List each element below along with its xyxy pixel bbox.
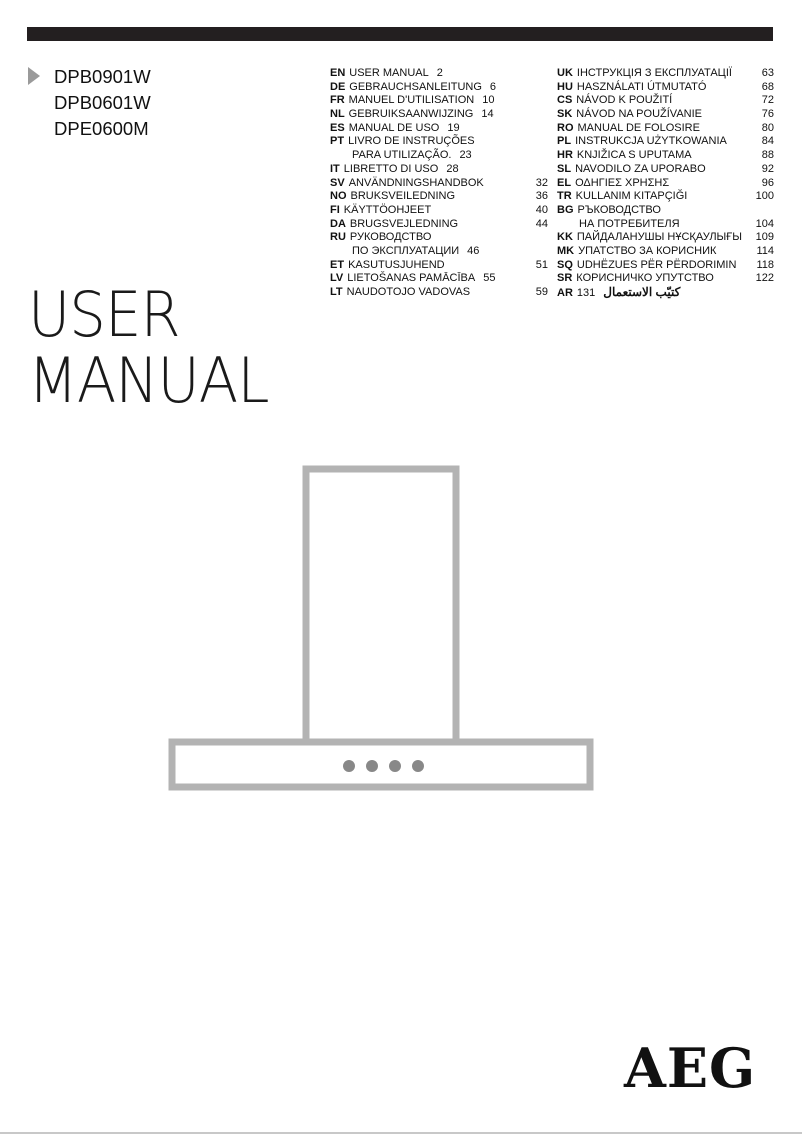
model-number: DPE0600M (54, 118, 149, 139)
language-code: SL (557, 162, 572, 175)
aeg-logo: AEG (624, 1036, 757, 1100)
manual-title-label: KNJIŽICA S UPUTAMA (576, 149, 692, 162)
control-button-dot (366, 760, 378, 772)
language-code: KK (557, 231, 573, 244)
language-code: NO (330, 190, 347, 203)
language-code: FI (330, 203, 340, 216)
language-code: PT (330, 135, 345, 148)
manual-title-label: ΟΔΗΓΙΕΣ ΧΡΗΣΗΣ (575, 176, 670, 189)
language-code: RO (557, 121, 574, 134)
manual-title-label: GEBRAUCHSANLEITUNG (349, 80, 482, 93)
manual-title-label: MANUEL D'UTILISATION (348, 94, 475, 107)
language-code: HU (557, 80, 573, 93)
page-number: 68 (761, 80, 774, 93)
manual-title-label: ІНСТРУКЦІЯ З ЕКСПЛУАТАЦІЇ (576, 67, 732, 79)
manual-title-label: LIVRO DE INSTRUÇÕES (348, 135, 475, 148)
control-button-dot (412, 760, 424, 772)
manual-title-label: НА ПОТРЕБИТЕЛЯ (579, 217, 680, 230)
manual-title-label: KASUTUSJUHEND (348, 258, 445, 271)
title-line: MANUAL (28, 344, 269, 417)
page-number: 109 (755, 231, 774, 244)
manual-title-label: HASZNÁLATI ÚTMUTATÓ (576, 80, 707, 93)
manual-title-label: GEBRUIKSAANWIJZING (348, 108, 474, 121)
hood-chimney (306, 469, 456, 742)
language-code: LT (330, 286, 343, 298)
page-number: 92 (761, 162, 774, 175)
page-number: 131 (576, 287, 596, 299)
language-code: RU (330, 231, 346, 244)
manual-title-label: كتيّب الاستعمال (603, 285, 681, 299)
manual-title-label: РЪКОВОДСТВО (577, 203, 661, 216)
language-code: AR (557, 287, 573, 299)
page-number: 72 (761, 94, 774, 107)
model-number: DPB0901W (54, 66, 151, 87)
language-code: DE (330, 80, 346, 93)
language-code: LV (330, 272, 344, 285)
page-number: 63 (761, 67, 774, 79)
manual-title-label: УПАТСТВО ЗА КОРИСНИК (578, 244, 717, 257)
page-number: 80 (761, 121, 774, 134)
page-number: 104 (755, 217, 774, 230)
page-number: 10 (482, 94, 495, 107)
page-number: 44 (535, 217, 548, 230)
language-code: TR (557, 190, 572, 203)
language-code: HR (557, 149, 573, 162)
page-number: 19 (447, 121, 460, 134)
page-number: 122 (755, 272, 774, 285)
manual-title-label: ANVÄNDNINGSHANDBOK (348, 176, 484, 189)
manual-title-label: UDHËZUES PËR PËRDORIMIN (576, 258, 737, 271)
page-number: 32 (535, 176, 548, 189)
manual-title-label: ПАЙДАЛАНУШЫ НҰСҚАУЛЫҒЫ (576, 231, 742, 244)
page-number: 46 (467, 244, 480, 257)
manual-title-label: NÁVOD NA POUŽÍVANIE (576, 108, 702, 121)
page-number: 2 (436, 67, 443, 79)
manual-title-label: NAVODILO ZA UPORABO (575, 162, 706, 175)
language-code: SV (330, 176, 345, 189)
page-number: 28 (446, 162, 459, 175)
manual-title-label: PARA UTILIZAÇÃO. (352, 149, 452, 162)
manual-title-label: BRUKSVEILEDNING (350, 190, 456, 203)
language-code: NL (330, 108, 345, 121)
language-code: SQ (557, 258, 573, 271)
manual-title-label: BRUGSVEJLEDNING (349, 217, 459, 230)
language-code: BG (557, 203, 574, 216)
hood-canopy (172, 742, 590, 787)
page-number: 100 (755, 190, 774, 203)
page-number: 76 (761, 108, 774, 121)
manual-title-label: INSTRUKCJA UŻYTKOWANIA (575, 135, 727, 148)
language-code: EL (557, 176, 572, 189)
page-number: 84 (761, 135, 774, 148)
language-code: EN (330, 67, 346, 79)
language-code: ES (330, 121, 345, 134)
manual-title-label: MANUAL DE FOLOSIRE (577, 121, 700, 134)
manual-title-label: РУКОВОДСТВО (349, 231, 432, 244)
language-code: MK (557, 244, 575, 257)
manual-title-label: MANUAL DE USO (348, 121, 440, 134)
bottom-divider (0, 1132, 802, 1134)
page-number: 40 (535, 203, 548, 216)
page-number: 55 (483, 272, 496, 285)
control-button-dot (389, 760, 401, 772)
page-number: 114 (756, 244, 774, 257)
manual-title-label: KÄYTTÖOHJEET (343, 203, 432, 216)
page-number: 51 (535, 258, 548, 271)
model-number: DPB0601W (54, 92, 151, 113)
language-code: IT (330, 162, 340, 175)
manual-title-label: USER MANUAL (349, 67, 429, 79)
language-code: ET (330, 258, 345, 271)
language-code: FR (330, 94, 345, 107)
control-button-dot (343, 760, 355, 772)
manual-title-label: LIBRETTO DI USO (343, 162, 439, 175)
language-code: CS (557, 94, 573, 107)
page-number: 88 (761, 149, 774, 162)
manual-title-label: ПО ЭКСПЛУАТАЦИИ (352, 244, 460, 257)
language-code: SR (557, 272, 573, 285)
language-code: PL (557, 135, 572, 148)
manual-title-label: KULLANIM KITAPÇIĞI (575, 190, 688, 203)
language-code: DA (330, 217, 346, 230)
manual-title-label: NÁVOD K POUŽITÍ (576, 94, 673, 107)
page-number: 6 (489, 80, 497, 93)
title-line: USER (28, 278, 180, 351)
page-number: 36 (535, 190, 548, 203)
page-number: 96 (761, 176, 774, 189)
page-number: 118 (756, 258, 774, 271)
language-code: UK (557, 67, 573, 79)
manual-title-label: NAUDOTOJO VADOVAS (346, 286, 471, 298)
page-number: 59 (535, 286, 548, 298)
page-number: 14 (481, 108, 494, 121)
page-number: 23 (459, 149, 472, 162)
manual-title-label: КОРИСНИЧКО УПУТСТВО (576, 272, 714, 285)
language-code: SK (557, 108, 573, 121)
manual-title-label: LIETOŠANAS PAMĀCĪBA (347, 272, 476, 285)
